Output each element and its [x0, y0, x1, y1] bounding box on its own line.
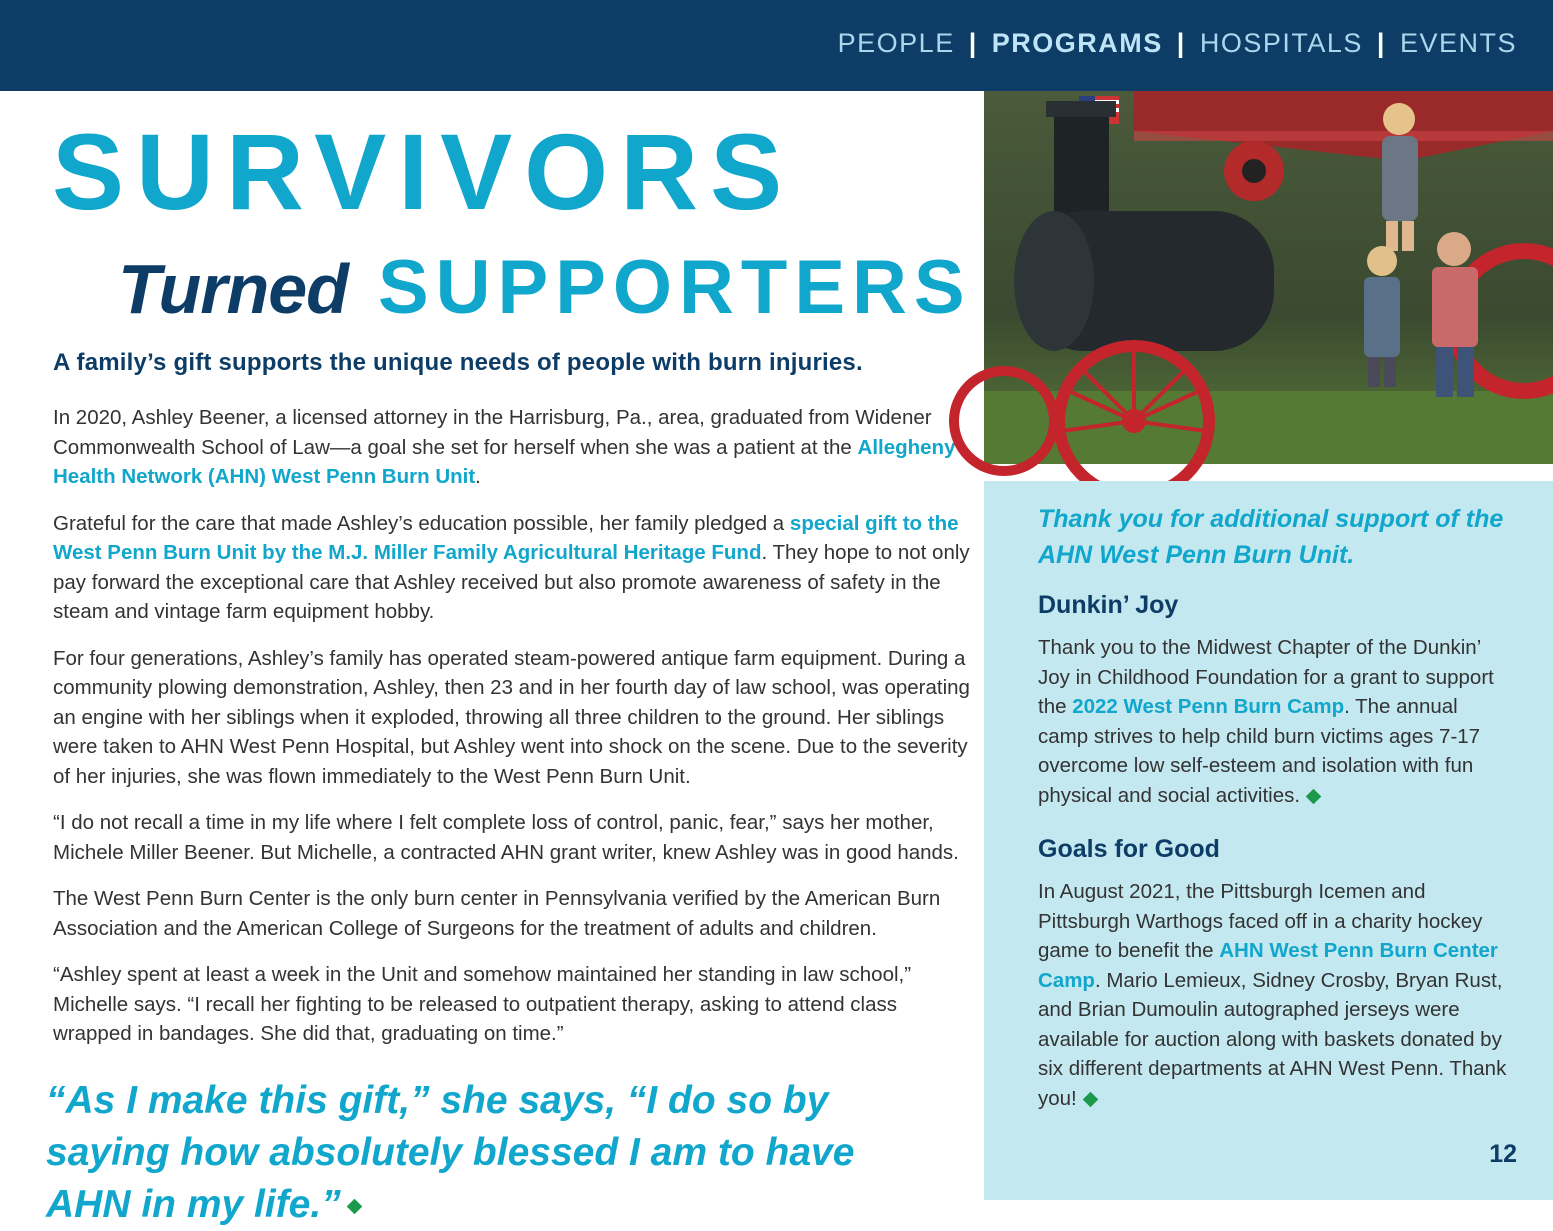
article-subhead: A family’s gift supports the unique needs of people with burn injuries. — [53, 349, 863, 376]
burn-camp-link[interactable]: 2022 West Penn Burn Camp — [1072, 695, 1345, 718]
dunkin-joy-heading: Dunkin’ Joy — [1038, 591, 1179, 619]
goals-for-good-heading: Goals for Good — [1038, 835, 1220, 863]
diamond-end-icon — [346, 1199, 362, 1215]
sidebar-title: Thank you for additional support of the AHN West Penn Burn Unit. — [1038, 505, 1504, 569]
paragraph: The West Penn Burn Center is the only burn center in Pennsylvania verified by the American Burn Association and the American College of Surgeons for the treatment of adults and children. — [53, 887, 941, 940]
headline-survivors: SURVIVORS — [52, 111, 795, 232]
special-gift-link[interactable]: special gift to the West Penn Burn Unit by the M.J. Miller Family Agricultural Heritage Fund — [53, 511, 959, 564]
header-bar — [0, 0, 1553, 91]
paragraph: “I do not recall a time in my life where I felt complete loss of control, panic, fear,” says her mother, Michele Miller Beener. But Michelle, a contracted AHN grant writer, knew Ashley was in good hands. — [53, 811, 959, 864]
paragraph: For four generations, Ashley’s family has operated steam-powered antique farm equipment. During a community plowing demonstration, Ashley, then 23 and in her fourth day of law school, was operating an engine with her siblings when it exploded, throwing all three children to the ground. Her siblings were taken to AHN West Penn Hospital, but Ashley went into shock on the scene. Due to the severity of her injuries, she was flown immediately to the West Penn Burn Unit. — [53, 646, 970, 788]
paragraph: “Ashley spent at least a week in the Unit and somehow maintained her standing in law school,” Michelle says. “I recall her fighting to be released to outpatient therapy, asking to attend class wrapped in bandages. She did that, graduating on time.” — [53, 963, 912, 1045]
photo-illustration — [984, 91, 1553, 464]
goals-for-good-text: In August 2021, the Pittsburgh Icemen and Pittsburgh Warthogs faced off in a charity hockey game to benefit the AHN West Penn Burn Center Camp. Mario Lemieux, Sidney Crosby, Bryan Rust, and Brian Dumoulin autographed jerseys were available for auction along with baskets donated by six different departments at AHN West Penn. Thank you! — [1038, 880, 1507, 1110]
paragraph: In 2020, Ashley Beener, a licensed attorney in the Harrisburg, Pa., area, graduated from Widener Commonwealth School of Law—a goal she set for herself when she was a patient at the Allegheny Health Network (AHN) West Penn Burn Unit. — [53, 406, 956, 488]
nav-item-hospitals[interactable]: HOSPITALS — [1199, 28, 1363, 58]
page-number: 12 — [1489, 1140, 1517, 1168]
nav-item-people[interactable]: PEOPLE — [837, 28, 955, 58]
burn-unit-link[interactable]: Allegheny Health Network (AHN) West Penn Burn Unit — [53, 435, 956, 488]
article-body — [53, 403, 973, 1066]
sidebar-additional-support — [984, 481, 1553, 1200]
headline-line2 — [118, 245, 972, 330]
dunkin-joy-text: Thank you to the Midwest Chapter of the Dunkin’ Joy in Childhood Foundation for a grant to support the 2022 West Penn Burn Camp. The annual camp strives to help child burn victims ages 7-17 overcome low self-esteem and isolation with fun physical and social activities. — [1038, 636, 1494, 807]
burn-center-camp-link[interactable]: AHN West Penn Burn Center Camp — [1038, 939, 1498, 992]
nav-separator: | — [1176, 28, 1186, 58]
family-steam-engine-photo — [984, 91, 1553, 464]
pull-quote: “As I make this gift,” she says, “I do so by saying how absolutely blessed I am to have AHN in my life.” — [46, 1079, 855, 1226]
diamond-end-icon — [1306, 788, 1322, 804]
section-nav — [838, 28, 1517, 59]
headline-turned: Turned — [118, 250, 348, 328]
nav-separator: | — [968, 28, 978, 58]
nav-separator: | — [1376, 28, 1386, 58]
nav-item-events[interactable]: EVENTS — [1399, 28, 1517, 58]
headline-supporters: SUPPORTERS — [377, 245, 972, 330]
paragraph: Grateful for the care that made Ashley’s education possible, her family pledged a special gift to the West Penn Burn Unit by the M.J. Miller Family Agricultural Heritage Fund. They hope to not only pay forward the exceptional care that Ashley received but also promote awareness of safety in the steam and vintage farm equipment hobby. — [53, 511, 970, 623]
diamond-end-icon — [1082, 1091, 1098, 1107]
nav-item-programs[interactable]: PROGRAMS — [991, 28, 1163, 58]
